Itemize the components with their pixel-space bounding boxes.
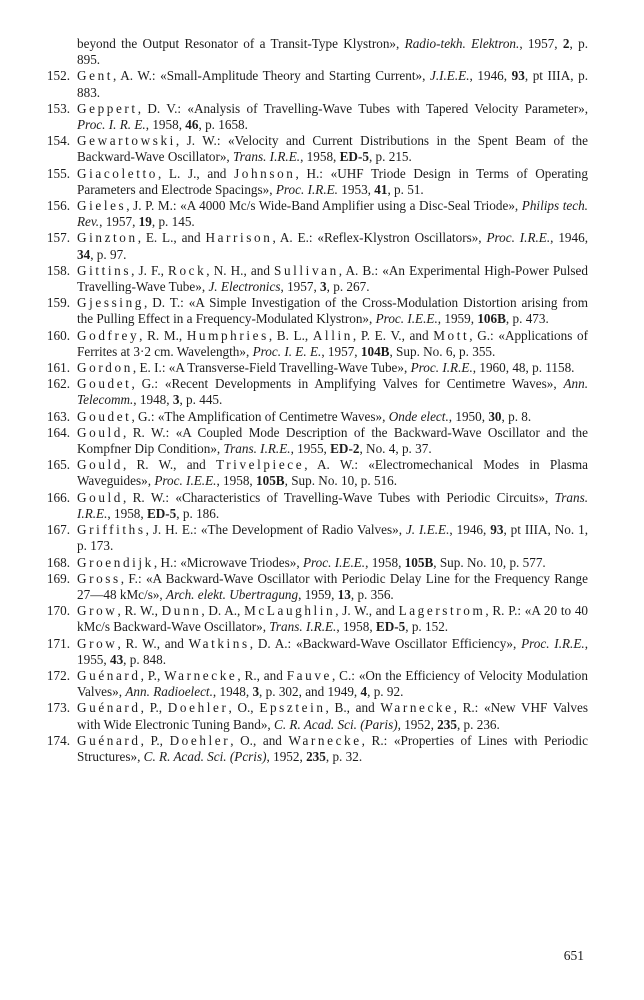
- author-name: Gieles: [77, 198, 127, 214]
- journal-title: Proc. I.E.E.: [375, 311, 438, 327]
- reference-text: , No. 4, p. 37.: [359, 441, 432, 457]
- reference-text: , J. W., and: [335, 603, 399, 619]
- volume-number: ED-5: [339, 149, 369, 165]
- journal-title: Ann. Radioelect.: [125, 684, 213, 700]
- author-name: Griffiths: [77, 522, 146, 538]
- reference-text: , G.: «Applications of Ferrites at 3·2 cm. Wavelength»,: [77, 327, 588, 359]
- journal-title: Trans. I.R.E.: [223, 441, 291, 457]
- volume-number: 3: [172, 392, 180, 408]
- reference-number: 162.: [46, 376, 70, 392]
- volume-number: 13: [337, 586, 351, 602]
- reference-text: beyond the Output Resonator of a Transit-Type Klystron»,: [77, 36, 405, 51]
- reference-text: , p. 473.: [505, 311, 549, 327]
- reference-text: , J. W.: «Velocity and Current Distributions in the Spent Beam of the Backward-Wave Oscillator»,: [77, 133, 588, 165]
- reference-number: 168.: [46, 554, 70, 570]
- reference-text: , N. H., and: [206, 262, 275, 278]
- reference-number: 173.: [46, 700, 70, 716]
- journal-title: Proc. I. R. E.: [77, 117, 146, 133]
- reference-entry: [40, 700, 588, 732]
- reference-text: , A. W.: «Electromechanical Modes in Plasma Waveguides»,: [77, 457, 588, 489]
- volume-number: 3: [252, 684, 260, 700]
- reference-text: , p. 145.: [151, 214, 195, 230]
- reference-entries: [40, 68, 588, 765]
- author-name: Gould: [77, 489, 123, 505]
- reference-text: , D. V.: «Analysis of Travelling-Wave Tubes with Tapered Velocity Parameter»,: [137, 100, 588, 116]
- reference-number: 155.: [46, 165, 70, 181]
- reference-text: , B., and: [325, 700, 381, 716]
- reference-number: 153.: [46, 100, 70, 116]
- reference-text: , 1952,: [266, 748, 307, 764]
- reference-text: , p. 152.: [405, 619, 449, 635]
- reference-text: , 1957,: [321, 343, 361, 359]
- reference-entry: [40, 668, 588, 700]
- author-name: Lagerstrom: [398, 603, 486, 619]
- volume-number: 41: [374, 181, 388, 197]
- reference-text: , 1957,: [99, 214, 139, 230]
- reference-text: , L. J., and: [157, 165, 235, 181]
- reference-text: , p. 8.: [501, 408, 532, 424]
- reference-entry: [40, 571, 588, 603]
- reference-number: 163.: [46, 408, 70, 424]
- volume-number: 106B: [477, 311, 506, 327]
- reference-text: , p. 848.: [123, 651, 167, 667]
- reference-text: , p. 302, and 1949,: [259, 684, 361, 700]
- author-name: Mott: [433, 327, 470, 343]
- reference-text: , D. T.: «A Simple Investigation of the Cross-Modulation Distortion arising from the Pulling Effect in a Frequency-Modulated Klystron»,: [77, 295, 588, 327]
- author-name: Gould: [77, 424, 123, 440]
- author-name: Harrison: [205, 230, 273, 246]
- author-name: Groendijk: [77, 554, 154, 570]
- volume-number: 46: [185, 117, 199, 133]
- reference-text: , A. E.: «Reflex-Klystron Oscillators»,: [272, 230, 487, 246]
- journal-title: J. Electronics: [208, 279, 281, 295]
- reference-text: , R. P.: «A 20 to 40 kMc/s Backward-Wave Oscillator»,: [77, 603, 589, 635]
- author-name: Giacoletto: [77, 165, 158, 181]
- reference-text: , 1952,: [397, 716, 438, 732]
- reference-text: , J. P. M.: «A 4000 Mc/s Wide-Band Amplifier using a Disc-Seal Triode»,: [126, 198, 522, 214]
- reference-text: , 1957,: [280, 279, 321, 295]
- author-name: Gewartowski: [77, 133, 176, 149]
- reference-entry: [40, 360, 588, 376]
- author-name: Goudet: [77, 408, 132, 424]
- reference-text: , J. H. E.: «The Development of Radio Valves»,: [145, 522, 406, 538]
- author-name: Gordon: [77, 360, 133, 376]
- reference-text: , Sup. No. 10, p. 516.: [284, 473, 398, 489]
- reference-number: 166.: [46, 489, 70, 505]
- reference-text: , p. 356.: [350, 586, 394, 602]
- reference-text: , p. 215.: [368, 149, 412, 165]
- reference-number: 154.: [46, 133, 70, 149]
- reference-text: , G.: «Recent Developments in Amplifying Valves for Centimetre Waves»,: [131, 376, 564, 392]
- reference-text: , p. 32.: [325, 748, 363, 764]
- author-name: Guénard: [77, 700, 141, 716]
- reference-text: , 1957,: [519, 36, 563, 51]
- journal-title: C. R. Acad. Sci. (Paris): [274, 716, 398, 732]
- reference-text: , 1958,: [365, 554, 405, 570]
- author-name: Gent: [77, 68, 114, 84]
- volume-number: 30: [488, 408, 502, 424]
- volume-number: 105B: [404, 554, 434, 570]
- reference-text: , Sup. No. 6, p. 355.: [389, 343, 496, 359]
- reference-text: , O.,: [228, 700, 260, 716]
- journal-title: Trans. I.R.E.: [233, 149, 301, 165]
- author-name: Ginzton: [77, 230, 138, 246]
- page-number: 651: [563, 948, 584, 963]
- journal-title: Trans. I.R.E.: [77, 489, 588, 521]
- reference-entry: [40, 490, 588, 522]
- reference-text: , R.: «Properties of Lines with Periodic Structures»,: [77, 732, 589, 764]
- reference-text: 1953,: [337, 181, 375, 197]
- reference-text: , 1946,: [449, 522, 491, 538]
- reference-text: , 1960, 48, p. 1158.: [472, 360, 575, 376]
- reference-number: 159.: [46, 295, 70, 311]
- reference-text: , 1948,: [133, 392, 173, 408]
- reference-number: 158.: [46, 262, 70, 278]
- author-name: Guénard: [77, 732, 141, 748]
- journal-title: J. I.E.E.: [405, 522, 450, 538]
- reference-text: , G.: «The Amplification of Centimetre Waves»,: [131, 408, 389, 424]
- reference-text: , R. W., and: [122, 457, 216, 473]
- reference-entry: [40, 328, 588, 360]
- journal-title: Philips tech. Rev.: [77, 198, 588, 230]
- volume-number: ED-5: [146, 505, 177, 521]
- volume-number: 104B: [360, 343, 390, 359]
- reference-text: , p. 236.: [456, 716, 500, 732]
- reference-text: , F.: «A Backward-Wave Oscillator with Periodic Delay Line for the Frequency Range 27—48 kMc/s»,: [77, 570, 588, 602]
- reference-number: 167.: [46, 522, 70, 538]
- author-name: Sullivan: [274, 262, 339, 278]
- author-name: Fauve: [286, 667, 332, 683]
- author-name: Warnecke: [288, 732, 362, 748]
- reference-number: 171.: [46, 635, 70, 651]
- author-name: Warnecke: [164, 667, 238, 683]
- reference-number: 174.: [46, 732, 70, 748]
- author-name: Johnson: [234, 165, 296, 181]
- journal-title: Proc. I.E.E.: [302, 554, 366, 570]
- journal-title: C. R. Acad. Sci. (Pcris): [143, 748, 267, 764]
- reference-text: , D. A.: «Backward-Wave Oscillator Efficiency»,: [249, 635, 522, 651]
- reference-number: 172.: [46, 667, 70, 683]
- reference-text: , p. 186.: [176, 505, 220, 521]
- reference-text: , P.,: [140, 667, 165, 683]
- volume-number: ED-2: [330, 441, 360, 457]
- reference-text: , p. 267.: [326, 279, 370, 295]
- volume-number: 4: [360, 684, 368, 700]
- reference-entry: [40, 457, 588, 489]
- journal-title: Radio-tekh. Elektron.: [404, 36, 520, 51]
- reference-number: 170.: [46, 603, 70, 619]
- author-name: Humphries: [186, 327, 269, 343]
- volume-number: 93: [511, 68, 525, 84]
- reference-number: 164.: [46, 424, 70, 440]
- reference-text: , C.: «On the Efficiency of Velocity Modulation Valves»,: [77, 667, 588, 700]
- journal-title: Proc. I.E.E.: [154, 473, 217, 489]
- author-name: Grow: [77, 635, 118, 651]
- reference-text: , E. L., and: [137, 230, 206, 246]
- reference-text: , 1958,: [145, 117, 186, 133]
- reference-entry: [40, 198, 588, 230]
- author-name: Gross: [77, 570, 121, 586]
- reference-text: , E. I.: «A Transverse-Field Travelling-Wave Tube»,: [132, 360, 411, 376]
- reference-text: , R. W., and: [117, 635, 189, 651]
- reference-text: , R.: «New VHF Valves with Wide Electronic Tuning Band»,: [77, 700, 589, 732]
- reference-text: , pt IIIA, No. 1, p. 173.: [77, 522, 589, 554]
- author-name: Grow: [77, 603, 118, 619]
- reference-text: , H.: «UHF Triode Design in Terms of Operating Parameters and Electrode Spacings»,: [77, 165, 588, 197]
- reference-text: , 1946,: [550, 230, 589, 246]
- reference-text: , p. 92.: [367, 684, 404, 700]
- reference-entry: [40, 409, 588, 425]
- author-name: Trivelpiece: [216, 457, 305, 473]
- reference-text: , p. 895.: [77, 36, 589, 68]
- reference-text: , pt IIIA, p. 883.: [77, 68, 588, 100]
- author-name: Gittins: [77, 262, 132, 278]
- journal-title: Proc. I.R.E.: [486, 230, 551, 246]
- reference-text: , J. F.,: [131, 262, 169, 278]
- volume-number: 105B: [256, 473, 285, 489]
- reference-entry: [40, 230, 588, 262]
- author-name: Gjessing: [77, 295, 144, 311]
- reference-text: , P. E. V., and: [352, 327, 434, 343]
- reference-entry: [40, 522, 588, 554]
- author-name: Watkins: [188, 635, 250, 651]
- reference-entry: [40, 636, 588, 668]
- reference-text: , R. W.: «A Coupled Mode Description of the Backward-Wave Oscillator and the Kompfner Dip Condition»,: [77, 424, 588, 457]
- volume-number: 19: [138, 214, 152, 230]
- volume-number: 235: [437, 716, 457, 732]
- reference-text: , 1959,: [298, 586, 338, 602]
- reference-entry: [40, 133, 588, 165]
- reference-number: 161.: [46, 360, 70, 376]
- reference-text: , H.: «Microwave Triodes»,: [153, 554, 303, 570]
- author-name: Goudet: [77, 376, 132, 392]
- author-name: Guénard: [77, 667, 141, 683]
- journal-title: J.I.E.E.: [429, 68, 470, 84]
- reference-entry: [40, 166, 588, 198]
- volume-number: ED-5: [375, 619, 406, 635]
- author-name: Doehler: [167, 700, 229, 716]
- reference-text: , R., and: [237, 667, 287, 683]
- author-name: Rock: [168, 262, 207, 278]
- reference-entry: [40, 603, 588, 635]
- author-name: Gould: [77, 457, 123, 473]
- reference-text: , p. 445.: [179, 392, 223, 408]
- journal-title: Proc. I. E. E.: [252, 343, 322, 359]
- reference-text: , B. L.,: [268, 327, 313, 343]
- author-name: McLaughlin: [244, 603, 336, 619]
- reference-entry: [40, 101, 588, 133]
- reference-text: , 1958,: [300, 149, 340, 165]
- reference-text: , R. W.: «Characteristics of Travelling-Wave Tubes with Periodic Circuits»,: [122, 489, 555, 505]
- reference-list: [40, 36, 588, 765]
- reference-text: , 1950,: [448, 408, 489, 424]
- journal-title: Trans. I.R.E.: [269, 619, 337, 635]
- reference-text: , P.,: [140, 700, 168, 716]
- reference-text: , 1958,: [107, 505, 147, 521]
- reference-text: , D. A.,: [201, 603, 245, 619]
- reference-text: , 1948,: [212, 684, 253, 700]
- journal-title: Arch. elekt. Ubertragung: [166, 586, 299, 602]
- reference-text: , O., and: [230, 732, 289, 748]
- reference-text: , 1959,: [437, 311, 478, 327]
- reference-text: , Sup. No. 10, p. 577.: [433, 554, 546, 570]
- author-name: Allin: [312, 327, 353, 343]
- reference-number: 160.: [46, 327, 70, 343]
- volume-number: 34: [77, 246, 91, 262]
- author-name: Doehler: [169, 732, 231, 748]
- reference-text: , A. B.: «An Experimental High-Power Pulsed Travelling-Wave Tube»,: [77, 262, 588, 295]
- reference-text: , R. W.,: [117, 603, 162, 619]
- author-name: Epsztein: [259, 700, 326, 716]
- reference-number: 152.: [46, 68, 70, 84]
- reference-entry: [40, 263, 588, 295]
- author-name: Godfrey: [77, 327, 140, 343]
- reference-text: , A. W.: «Small-Amplitude Theory and Starting Current»,: [113, 68, 430, 84]
- reference-number: 157.: [46, 230, 70, 246]
- volume-number: 235: [306, 748, 326, 764]
- reference-text: , p. 97.: [90, 246, 127, 262]
- reference-text: , P.,: [140, 732, 170, 748]
- volume-number: 43: [109, 651, 124, 667]
- reference-text: , 1955,: [290, 441, 331, 457]
- reference-number: 156.: [46, 198, 70, 214]
- reference-entry: [40, 425, 588, 457]
- reference-text: , p. 1658.: [198, 117, 248, 133]
- reference-text: , 1955,: [77, 635, 589, 667]
- reference-entry: [40, 68, 588, 100]
- reference-text: , R. M.,: [139, 327, 187, 343]
- journal-title: Onde elect.: [388, 408, 449, 424]
- journal-title: Proc. I.R.E.: [410, 360, 473, 376]
- volume-number: 3: [320, 279, 327, 295]
- author-name: Dunn: [161, 603, 202, 619]
- volume-number: 2: [562, 36, 570, 51]
- journal-title: Proc. I.R.E.: [521, 635, 585, 651]
- reference-entry: [40, 376, 588, 408]
- reference-text: , 1958,: [216, 473, 257, 489]
- reference-number: 165.: [46, 457, 70, 473]
- author-name: Warnecke: [380, 700, 454, 716]
- reference-entry: [40, 295, 588, 327]
- reference-entry: [40, 555, 588, 571]
- reference-entry: [40, 733, 588, 765]
- volume-number: 93: [490, 522, 504, 538]
- journal-title: Ann. Telecomm.: [77, 376, 588, 408]
- reference-text: , p. 51.: [387, 181, 424, 197]
- reference-text: , 1958,: [336, 619, 376, 635]
- author-name: Geppert: [77, 100, 138, 116]
- reference-number: 169.: [46, 570, 70, 586]
- reference-text: , 1946,: [469, 68, 512, 84]
- journal-title: Proc. I.R.E.: [275, 181, 338, 197]
- reference-continuation: [40, 36, 588, 68]
